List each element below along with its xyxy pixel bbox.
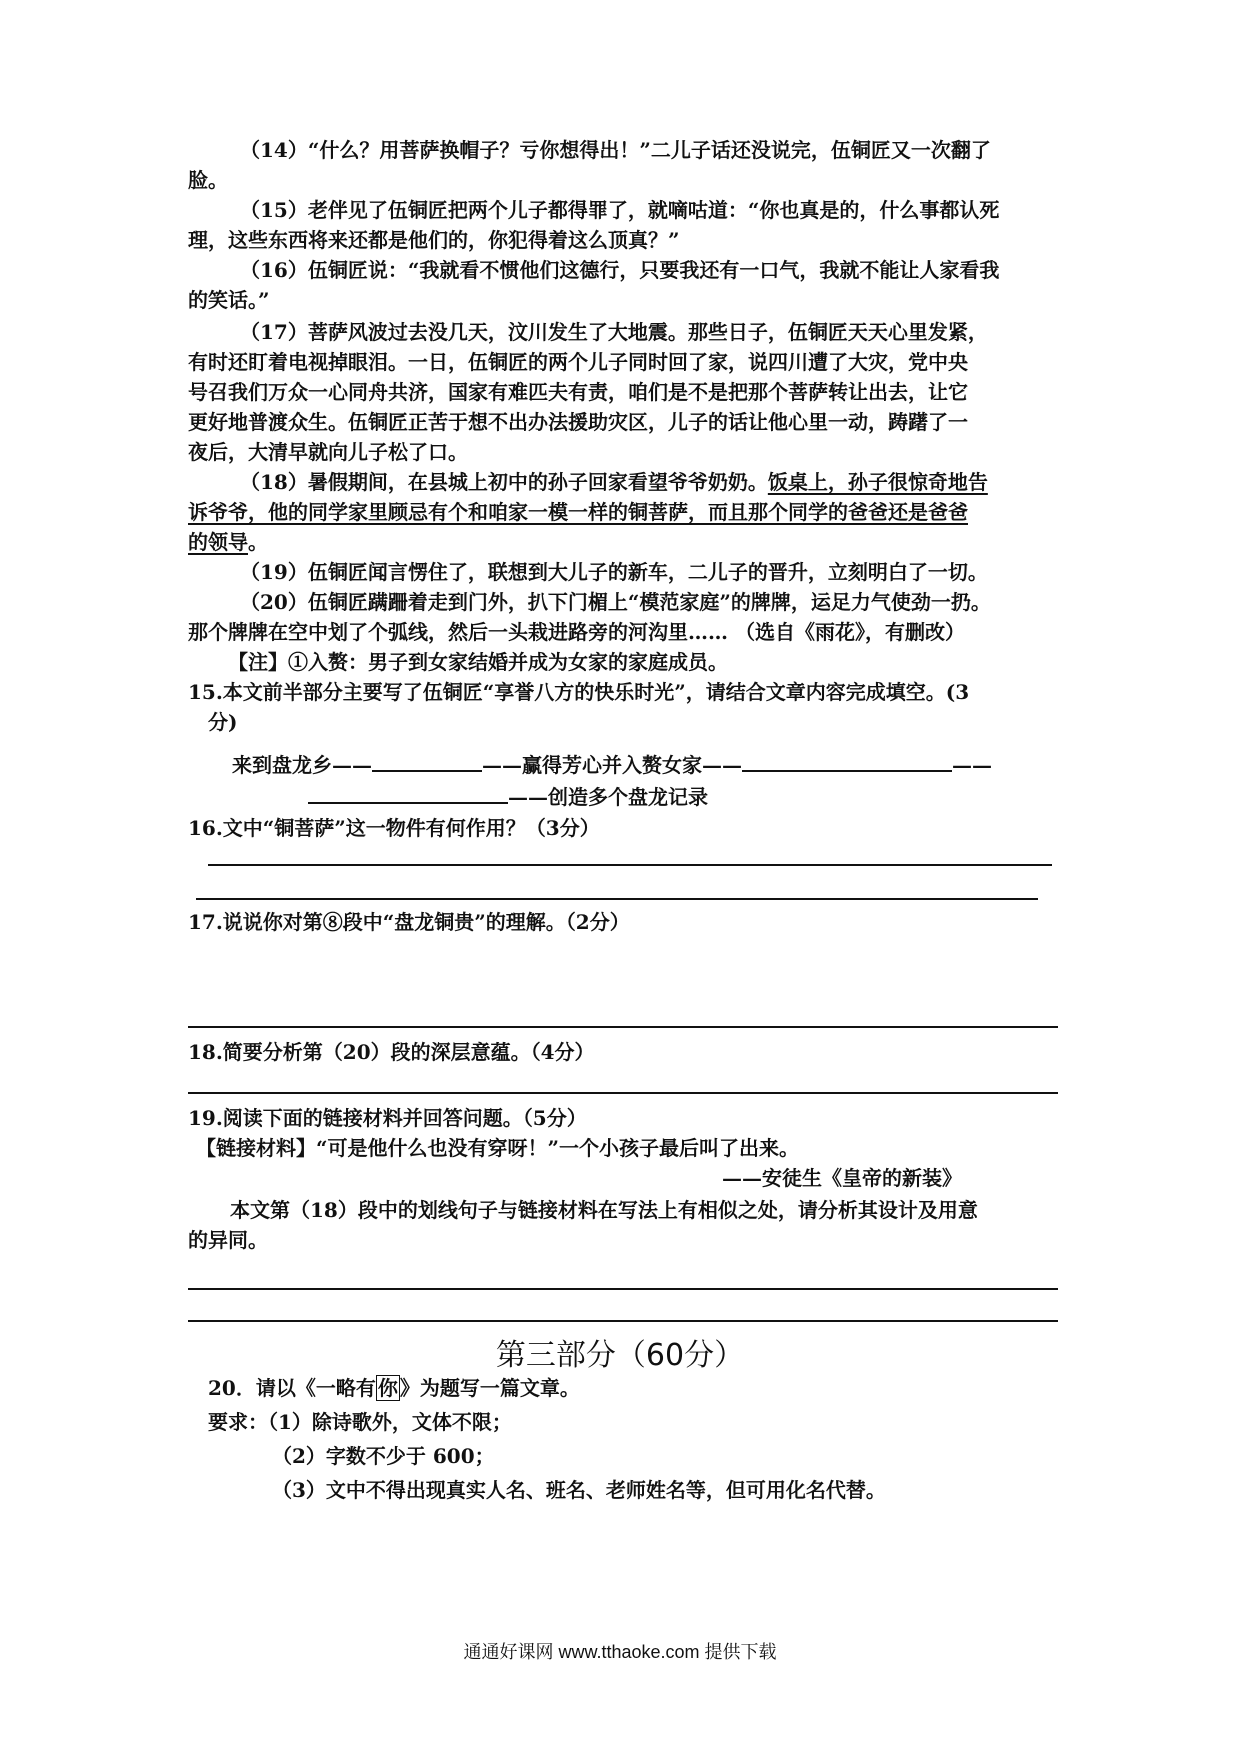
answer-blank-2[interactable] (742, 748, 952, 772)
fill-text-c: —— (952, 753, 992, 777)
question-19-task-line-2: 的异同。 (188, 1228, 268, 1252)
linked-material-source: ——安徒生《皇帝的新装》 (722, 1166, 962, 1190)
paragraph-17-line-5: 夜后，大清早就向儿子松了口。 (188, 440, 468, 464)
paragraph-15-line-1: （15）老伴见了伍铜匠把两个儿子都得罪了，就嘀咕道：“你也真是的，什么事都认死 (240, 198, 1000, 222)
fill-text-d: ——创造多个盘龙记录 (508, 785, 708, 809)
answer-blank-3[interactable] (308, 780, 508, 804)
section-3-title: 第三部分（60分） (495, 1338, 745, 1373)
answer-line-17[interactable] (188, 1026, 1058, 1028)
answer-line-16-2[interactable] (196, 898, 1038, 900)
footer-source: 通通好课网 www.tthaoke.com 提供下载 (463, 1642, 777, 1662)
answer-blank-1[interactable] (372, 748, 482, 772)
underlined-sentence-part-2: 诉爷爷，他的同学家里顾忌有个和咱家一模一样的铜菩萨，而且那个同学的爸爸还是爸爸 (188, 500, 968, 524)
question-15-fill-line-2 (308, 780, 708, 811)
paragraph-16-line-2: 的笑话。” (188, 288, 270, 312)
paragraph-17-line-4: 更好地普渡众生。伍铜匠正苦于想不出办法援助灾区，儿子的话让他心里一动，踌躇了一 (188, 410, 968, 434)
paragraph-14-line-2: 脸。 (188, 168, 228, 192)
paragraph-17-line-2: 有时还盯着电视掉眼泪。一日，伍铜匠的两个儿子同时回了家，说四川遭了大灾，党中央 (188, 350, 968, 374)
answer-line-19-1[interactable] (188, 1288, 1058, 1290)
paragraph-18-text: （18）暑假期间，在县城上初中的孙子回家看望爷爷奶奶。 (240, 470, 768, 494)
question-17: 17.说说你对第⑧段中“盘龙铜贵”的理解。（2分） (188, 910, 630, 934)
paragraph-18-line-2 (188, 498, 968, 526)
requirement-1: 要求：（1）除诗歌外，文体不限； (208, 1410, 512, 1434)
question-20 (208, 1374, 580, 1402)
boxed-character: 你 (377, 1376, 398, 1400)
question-19: 19.阅读下面的链接材料并回答问题。（5分） (188, 1106, 587, 1130)
question-18: 18.简要分析第（20）段的深层意蕴。（4分） (188, 1040, 595, 1064)
paragraph-15-line-2: 理，这些东西将来还都是他们的，你犯得着这么顶真？” (188, 228, 680, 252)
paragraph-17-line-3: 号召我们万众一心同舟共济，国家有难匹夫有责，咱们是不是把那个菩萨转让出去，让它 (188, 380, 968, 404)
answer-line-16-1[interactable] (208, 864, 1052, 866)
paragraph-17-line-1: （17）菩萨风波过去没几天，汶川发生了大地震。那些日子，伍铜匠天天心里发紧， (240, 320, 988, 344)
requirement-3: （3）文中不得出现真实人名、班名、老师姓名等，但可用化名代替。 (272, 1478, 886, 1502)
answer-line-18[interactable] (188, 1092, 1058, 1094)
paragraph-20-line-2: 那个牌牌在空中划了个弧线，然后一头栽进路旁的河沟里…… （选自《雨花》，有删改） (188, 620, 965, 644)
answer-line-19-2[interactable] (188, 1320, 1058, 1322)
paragraph-18-line-1 (240, 468, 988, 496)
underlined-sentence-part-1: 饭桌上，孙子很惊奇地告 (767, 470, 988, 494)
paragraph-14-line-1: （14）“什么？用菩萨换帽子？亏你想得出！”二儿子话还没说完，伍铜匠又一次翻了 (240, 138, 991, 162)
fill-text-a: 来到盘龙乡—— (232, 753, 372, 777)
paragraph-16-line-1: （16）伍铜匠说：“我就看不惯他们这德行，只要我还有一口气，我就不能让人家看我 (240, 258, 1000, 282)
question-15-line-2: 分) (208, 710, 238, 734)
paragraph-20-line-1: （20）伍铜匠蹒跚着走到门外，扒下门楣上“模范家庭”的牌牌，运足力气使劲一扔。 (240, 590, 991, 614)
paragraph-18-line-3 (188, 528, 268, 556)
question-15-fill-line-1 (232, 748, 992, 779)
requirement-2: （2）字数不少于 600； (272, 1444, 495, 1468)
question-19-task-line-1: 本文第（18）段中的划线句子与链接材料在写法上有相似之处，请分析其设计及用意 (230, 1198, 978, 1222)
footnote: 【注】①入赘：男子到女家结婚并成为女家的家庭成员。 (228, 650, 728, 674)
paragraph-19: （19）伍铜匠闻言愣住了，联想到大儿子的新车，二儿子的晋升，立刻明白了一切。 (240, 560, 988, 584)
question-16: 16.文中“铜菩萨”这一物件有何作用？（3分） (188, 816, 600, 840)
underlined-sentence-part-3: 的领导 (188, 530, 248, 554)
fill-text-b: ——赢得芳心并入赘女家—— (482, 753, 742, 777)
paragraph-18-end: 。 (248, 530, 268, 554)
question-20-text-a: 20．请以《一略有 (208, 1376, 376, 1400)
question-20-text-b: 》为题写一篇文章。 (399, 1376, 580, 1400)
linked-material: 【链接材料】“可是他什么也没有穿呀！”一个小孩子最后叫了出来。 (196, 1136, 800, 1160)
question-15-line-1: 15.本文前半部分主要写了伍铜匠“享誉八方的快乐时光”，请结合文章内容完成填空。(3 (188, 680, 970, 704)
